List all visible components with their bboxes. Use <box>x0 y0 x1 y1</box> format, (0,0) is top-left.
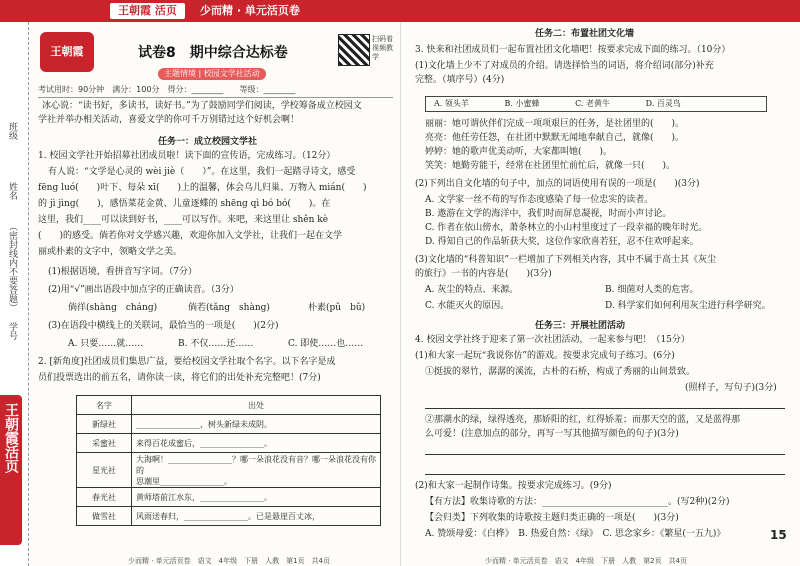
name-source-table <box>76 395 381 526</box>
spine-brand: 王朝霞活页 <box>0 395 22 545</box>
sub-question: (2)和大家一起制作诗集。按要求完成练习。(9分) <box>415 481 612 491</box>
question-1: 1. 校园文学社开始招募社团成员啦！读下面的宣传语，完成练习。（12分） <box>38 151 336 161</box>
banner-tagline: 少而精 · 单元活页卷 <box>200 4 300 17</box>
class-label: 班级 <box>7 122 17 140</box>
table-row <box>77 434 381 453</box>
sub-question: 的旅行》一书的内容是( )(3分) <box>415 269 552 279</box>
member-intro: 丽丽：她可谓伙伴们完成一项项艰巨的任务，是社团里的( )。 <box>425 119 685 129</box>
table-cell: 星光社 <box>77 453 132 488</box>
seal-note: （密封线内不要答题） <box>7 222 17 312</box>
choice-option[interactable]: B. 遨游在文学的海洋中，我们时而屏息凝视，时而小声讨论。 <box>425 209 672 219</box>
choice-option[interactable]: 倘徉(shàng cháng) <box>68 303 158 313</box>
table-row <box>77 453 381 488</box>
student-id-label: 学号 <box>7 322 17 340</box>
example-sentence: 么可爱！(注意加点的部分，再写一写其他描写颜色的句子)(3分) <box>425 429 679 439</box>
word-option[interactable]: B. 小蜜蜂 <box>504 99 540 108</box>
sub-question: (2)下列出自文化墙的句子中，加点的词语使用有误的一项是( )(3分) <box>415 179 700 189</box>
exam-meta: 考试用时：90分钟 满分：100分 得分：________ 等级：________ <box>38 84 393 98</box>
table-row <box>77 488 381 507</box>
theme-pill: 主题情境 | 校园文学社活动 <box>158 68 266 80</box>
right-page <box>405 22 800 566</box>
sub-question: (1)根据语境，看拼音写字词。（7分） <box>48 267 197 277</box>
sub-question: (1)和大家一起玩“我说你仿”的游戏。按要求完成句子练习。(6分) <box>415 351 675 361</box>
answer-line[interactable] <box>425 474 785 475</box>
intro-line: 冰心说：“读书好，多读书，读好书。”为了鼓励同学们阅读，学校筹备成立校园文 <box>42 101 362 111</box>
sub-question: (3)在语段中横线上的关联词，最恰当的一项是( )(2分) <box>48 321 279 331</box>
table-cell: 做雪社 <box>77 507 132 526</box>
qr-code-icon[interactable] <box>338 34 370 66</box>
member-intro: 婷婷：她的歌声优美动听，大家都叫她( )。 <box>425 147 613 157</box>
passage-line: 的 jì jìng( )，感悟菜花金黄、儿童逐蝶的 shēng qì bó bó( )。在 <box>38 199 331 209</box>
table-cell[interactable]: 来得百花成蜜后，________________。 <box>132 434 381 453</box>
table-cell[interactable]: 风雨送春归，________________。已是悬崖百丈冰， <box>132 507 381 526</box>
brand-logo: 王朝霞 活页 <box>110 3 185 19</box>
question-4: 4. 校园文学社终于迎来了第一次社团活动，一起来参与吧！（15分） <box>415 335 690 345</box>
page-title: 试卷8 期中综合达标卷 <box>138 45 288 61</box>
table-cell: 新绿社 <box>77 415 132 434</box>
passage-line: 丽或朴素的文字中，领略文学之美。 <box>38 247 183 257</box>
table-row <box>77 415 381 434</box>
question-2: 员们投票选出的前五名，请你读一读，将它们的出处补充完整吧！(7分) <box>38 373 321 383</box>
word-options-box <box>425 96 767 112</box>
word-option[interactable]: A. 领头羊 <box>434 99 469 108</box>
left-page <box>28 22 401 566</box>
table-cell[interactable]: ________________，树头新绿未成阴。 <box>132 415 381 434</box>
choice-option[interactable]: 倘若(tǎng shàng) <box>188 303 270 313</box>
sub-question: (3)文化墙的“科普知识”一栏增加了下列相关内容，其中不属于高士其《灰尘 <box>415 255 716 265</box>
table-header: 名字 <box>77 396 132 415</box>
table-header-row <box>77 396 381 415</box>
table-row <box>77 507 381 526</box>
choice-option[interactable]: B. 细菌对人类的危害。 <box>605 285 699 295</box>
word-option[interactable]: D. 百灵鸟 <box>645 99 681 108</box>
instruction-note: (照样子，写句子)(3分) <box>685 383 777 393</box>
page-number: 15 <box>770 528 787 542</box>
sub-question: 完整。（填序号）(4分) <box>415 75 505 85</box>
passage-line: 这里，我们____可以读到好书，____可以写作。来吧，来这里让 shěn kè <box>38 215 329 225</box>
choice-option[interactable]: A. 文学家一丝不苟的写作态度感染了每一位忠实的读者。 <box>425 195 654 205</box>
answer-line[interactable] <box>425 408 785 409</box>
sub-question: 【有方法】收集诗歌的方法：____________________________。(写2种)(2分) <box>425 497 730 507</box>
top-banner <box>0 0 800 22</box>
choice-option[interactable]: C. 即使……也…… <box>288 339 364 349</box>
sub-question: (2)用“√”画出语段中加点字的正确读音。（3分） <box>48 285 239 295</box>
choice-option[interactable]: C. 水能灭火的原因。 <box>425 301 510 311</box>
question-3: 3. 快来和社团成员们一起布置社团文化墙吧！按要求完成下面的练习。（10分） <box>415 45 731 55</box>
passage-line: ( )的感受。倘若你对文学感兴趣，欢迎你加入文学社，让我们一起在文学 <box>38 231 343 241</box>
task-heading: 任务三：开展社团活动 <box>535 321 626 331</box>
choice-option[interactable]: D. 得知自己的作品斩获大奖，这位作家欣喜若狂，忍不住欢呼起来。 <box>425 237 699 247</box>
member-intro: 笑笑：她勤劳能干，经常在社团里忙前忙后，就像一只( )。 <box>425 161 676 171</box>
task-heading: 任务一：成立校园文学社 <box>158 137 258 147</box>
question-2: 2. [新角度]社团成员们集思广益，要给校园文学社取个名字。以下名字是成 <box>38 357 336 367</box>
table-cell: 春光社 <box>77 488 132 507</box>
choice-option[interactable]: A. 只要……就…… <box>68 339 144 349</box>
choice-option[interactable]: D. 科学家们如何利用灰尘进行科学研究。 <box>605 301 771 311</box>
choice-option[interactable]: A. 灰尘的特点、来源。 <box>425 285 519 295</box>
choice-option[interactable]: B. 不仅……还…… <box>178 339 254 349</box>
task-heading: 任务二：布置社团文化墙 <box>535 29 635 39</box>
table-cell[interactable]: 大海啊！________________？哪一朵浪花没有音？哪一朵浪花没有你的 思潮里________________。 <box>132 453 381 488</box>
example-sentence: ②那潮水的绿，绿得透亮，那娇阳的红，红得娇羞；而那天空的蓝，又是蓝得那 <box>425 415 741 425</box>
member-intro: 亮亮：他任劳任怨，在社团中默默无闻地奉献自己，就像( )。 <box>425 133 685 143</box>
passage-line: fēng luó( )叶下、每朵 xī( )上的温馨，体会乌儿归巢、万物入 mián( ) <box>38 183 367 193</box>
qr-note: 扫码看视频教学 <box>372 35 393 61</box>
table-header: 出处 <box>132 396 381 415</box>
choice-option[interactable]: 朴素(pǔ bǔ) <box>308 303 366 313</box>
sub-question: (1)文化墙上少不了对成员的介绍。请选择恰当的词语，将介绍词(部分)补充 <box>415 61 714 71</box>
sub-question: 【会归类】下列收集的诗歌按主题归类正确的一项是( )(3分) <box>425 513 679 523</box>
publisher-logo: 王朝霞 <box>40 32 94 72</box>
table-cell[interactable]: 黄师塔前江水东，________________。 <box>132 488 381 507</box>
answer-line[interactable] <box>425 454 785 455</box>
intro-line: 学社并举办相关活动，喜爱文学的你可千万别错过这个好机会啊！ <box>38 115 300 125</box>
word-option[interactable]: C. 老黄牛 <box>575 99 611 108</box>
passage-line: 有人说：“文学是心灵的 wèi jiè（ ）”。在这里，我们一起踏寻诗文，感受 <box>48 167 356 177</box>
name-label: 姓名 <box>7 182 17 200</box>
choice-option[interactable]: C. 作者在依山傍水，萧条林立的小山村里度过了一段幸福的晚年时光。 <box>425 223 708 233</box>
choice-option[interactable]: A. 赞颂母爱：《白桦》 B. 热爱自然：《绿》 C. 思念家乡：《繁星(一五九)》 <box>425 529 726 539</box>
example-sentence: ①挺拔的翠竹，潺潺的溪流，古朴的石桥，构成了秀丽的山间景致。 <box>425 367 696 377</box>
table-cell: 采蜜社 <box>77 434 132 453</box>
page-footer: 少而精 · 单元活页卷 语文 4年级 下册 人教 第1页 共4页 <box>128 557 331 565</box>
page-footer: 少而精 · 单元活页卷 语文 4年级 下册 人教 第2页 共4页 <box>485 557 688 565</box>
